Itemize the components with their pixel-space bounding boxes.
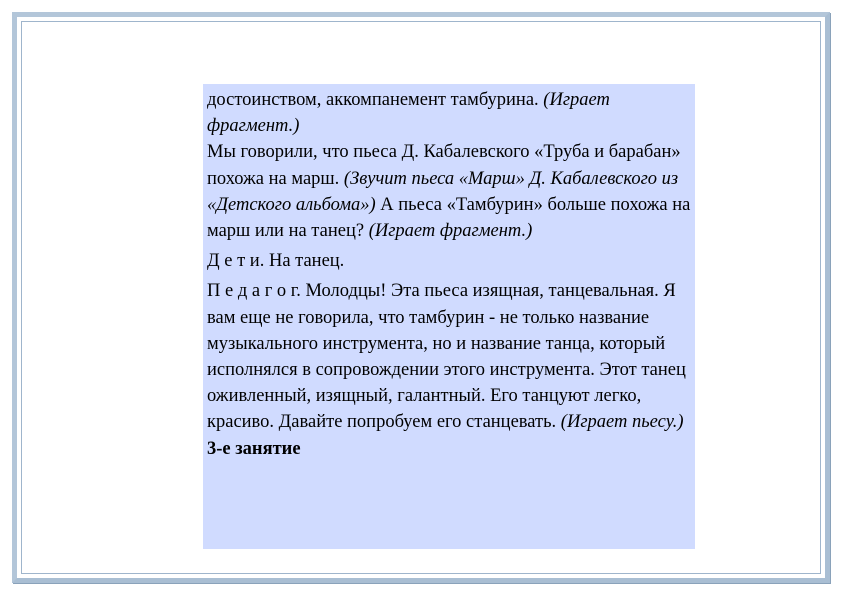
paragraph-3	[207, 248, 691, 274]
paragraph-2-text-2: А пьеса «Тамбурин» больше похожа на марш или на танец?	[207, 194, 691, 242]
paragraph-1	[207, 87, 691, 139]
paragraph-2-stage-direction-2: (Играет фрагмент.)	[368, 221, 533, 242]
paragraph-2-stage-direction-1: (Звучит пьеса «Марш» Д. Кабалевского из «Детского альбома»)	[207, 168, 679, 215]
paragraph-3-text: На танец.	[264, 251, 345, 272]
paragraph-4	[207, 278, 691, 435]
paragraph-1-stage-direction: (Играет фрагмент.)	[207, 90, 610, 137]
paragraph-3-speaker: Д е т и.	[207, 251, 265, 272]
paragraph-1-text: достоинством, аккомпанемент тамбурина.	[207, 90, 544, 110]
paragraph-4-stage-direction: (Играет пьесу.)	[560, 412, 684, 433]
paragraph-2	[207, 139, 691, 244]
paragraph-4-speaker: П е д а г о г.	[207, 281, 301, 302]
text-box	[203, 84, 695, 549]
paragraph-2-text-1: Мы говорили, что пьеса Д. Кабалевского «Труба и барабан» похожа на марш.	[207, 142, 681, 189]
lesson-heading: 3-е занятие	[207, 438, 301, 459]
paragraph-4-text: Молодцы! Эта пьеса изящная, танцевальная. Я вам еще не говорила, что тамбурин - не только название музыкального инструмента, но и название танца, который исполнялся в сопровождении этого инструмента. Этот танец оживленный, изящный, галантный. Его танцуют легко, красиво. Давайте попробуем его станцевать.	[207, 281, 686, 433]
